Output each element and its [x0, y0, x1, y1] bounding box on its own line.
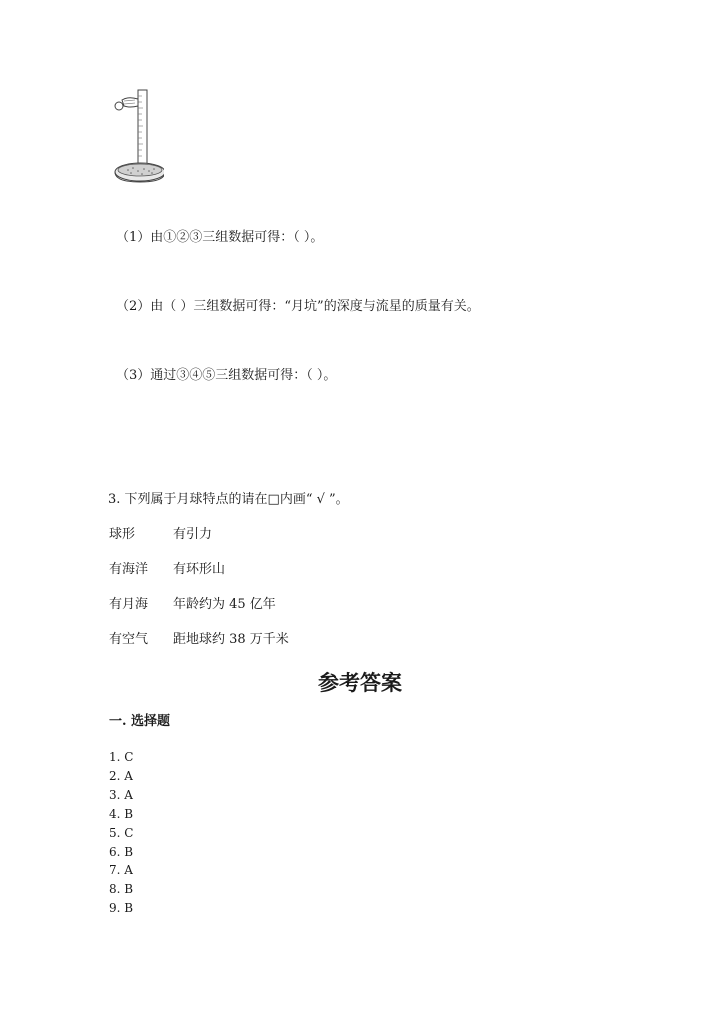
- answer-item: 2. A: [109, 768, 133, 783]
- answer-key-title: 参考答案: [318, 670, 402, 695]
- answer-item: 3. A: [109, 787, 133, 802]
- option-craters: 有环形山: [173, 562, 226, 577]
- option-age: 年龄约为 45 亿年: [173, 597, 276, 612]
- sub-question-2: （2）由（ ）三组数据可得：“月坑”的深度与流星的质量有关。: [116, 299, 480, 314]
- question-3-stem: 3. 下列属于月球特点的请在□内画“ √ ”。: [108, 492, 349, 507]
- answer-item: 9. B: [109, 901, 134, 916]
- meteor-drop-apparatus-icon: [108, 86, 164, 186]
- answer-list: [109, 748, 133, 918]
- section-heading-choice: 一. 选择题: [109, 714, 171, 729]
- answer-item: 1. C: [109, 750, 134, 764]
- answer-item: 7. A: [109, 863, 133, 878]
- option-maria: 有月海: [109, 597, 149, 612]
- option-air: 有空气: [109, 632, 149, 647]
- option-gravity: 有引力: [173, 527, 213, 542]
- answer-item: 6. B: [109, 844, 134, 859]
- option-distance: 距地球约 38 万千米: [173, 632, 289, 647]
- option-ocean: 有海洋: [109, 562, 149, 577]
- option-spherical: 球形: [109, 527, 136, 542]
- answer-item: 8. B: [109, 882, 134, 897]
- answer-item: 4. B: [109, 806, 134, 821]
- sub-question-3: （3）通过③④⑤三组数据可得：（ ）。: [116, 368, 337, 383]
- answer-item: 5. C: [109, 825, 134, 840]
- sub-question-1: （1）由①②③三组数据可得：（ ）。: [116, 230, 324, 245]
